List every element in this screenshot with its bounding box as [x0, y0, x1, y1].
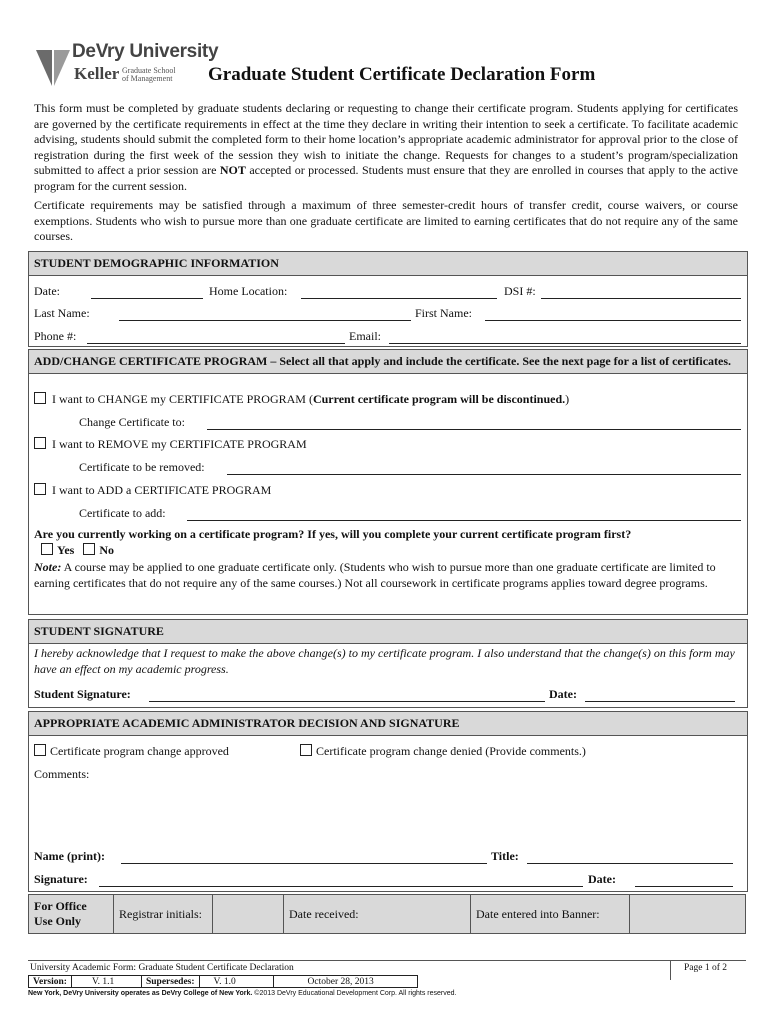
title-field[interactable] [527, 863, 733, 864]
yes-no-options [41, 543, 114, 558]
date-field[interactable] [91, 298, 203, 299]
date-label: Date: [34, 284, 60, 298]
student-signature-field[interactable] [149, 701, 545, 702]
certificate-heading: ADD/CHANGE CERTIFICATE PROGRAM – Select all that apply and include the certificate. See the next page for a list of certificates. [29, 350, 747, 374]
remove-checkbox[interactable] [34, 437, 46, 449]
title-label: Title: [491, 849, 519, 863]
change-option[interactable]: I want to CHANGE my CERTIFICATE PROGRAM (Current certificate program will be discontinued.) [34, 392, 569, 407]
demographic-heading: STUDENT DEMOGRAPHIC INFORMATION [29, 252, 747, 276]
office-use-table [28, 894, 746, 934]
footer-divider [670, 960, 671, 980]
supersedes-value: V. 1.0 [199, 976, 273, 988]
version-label: Version: [29, 976, 72, 988]
admin-signature-field[interactable] [99, 886, 583, 887]
certificate-note: Note: A course may be applied to one graduate certificate only. (Students who wish to pursue more than one graduate certificate are limited to earning certificates that do not require any of the same courses.) Not all coursework in certificate programs applies toward degree programs. [34, 560, 716, 590]
admin-date-field[interactable] [635, 886, 733, 887]
denied-option[interactable]: Certificate program change denied (Provide comments.) [300, 744, 586, 759]
phone-label: Phone #: [34, 329, 77, 343]
no-option[interactable]: No [83, 543, 114, 557]
change-to-label: Change Certificate to: [79, 415, 185, 429]
name-print-field[interactable] [121, 863, 487, 864]
email-field[interactable] [389, 343, 741, 344]
change-checkbox[interactable] [34, 392, 46, 404]
remove-field[interactable] [227, 474, 741, 475]
intro-paragraph-2: Certificate requirements may be satisfied through a maximum of three semester-credit hours of transfer credit, course waivers, or course exemptions. Students who wish to pursue more than one graduate certificate are limited to earning certificates that do not require any of the same courses. [34, 198, 738, 243]
approved-checkbox[interactable] [34, 744, 46, 756]
version-date: October 28, 2013 [273, 976, 417, 988]
denied-checkbox[interactable] [300, 744, 312, 756]
approved-option[interactable]: Certificate program change approved [34, 744, 229, 759]
logo-devry: DeVry University [72, 41, 219, 62]
last-name-field[interactable] [119, 320, 411, 321]
registrar-initials-label: Registrar initials: [114, 895, 213, 934]
add-field[interactable] [187, 520, 741, 521]
devry-shield-icon [36, 46, 70, 86]
comments-label: Comments: [34, 767, 90, 781]
home-location-field[interactable] [301, 298, 497, 299]
demographic-section [28, 251, 748, 347]
no-checkbox[interactable] [83, 543, 95, 555]
footer-copyright: New York, DeVry University operates as DeVry College of New York. ©2013 DeVry Educational Development Corp. All rights reserved. [28, 990, 457, 997]
certificate-section [28, 349, 748, 615]
student-signature-label: Student Signature: [34, 687, 131, 701]
add-checkbox[interactable] [34, 483, 46, 495]
supersedes-label: Supersedes: [141, 976, 199, 988]
version-value: V. 1.1 [71, 976, 141, 988]
yes-option[interactable]: Yes [41, 543, 74, 557]
date-received-label: Date received: [284, 895, 471, 934]
change-to-field[interactable] [207, 429, 741, 430]
last-name-label: Last Name: [34, 306, 90, 320]
administrator-heading: APPROPRIATE ACADEMIC ADMINISTRATOR DECISION AND SIGNATURE [29, 712, 747, 736]
student-date-field[interactable] [585, 701, 735, 702]
admin-signature-label: Signature: [34, 872, 88, 886]
footer-page-number: Page 1 of 2 [684, 963, 728, 973]
add-option[interactable]: I want to ADD a CERTIFICATE PROGRAM [34, 483, 271, 498]
administrator-section [28, 711, 748, 892]
footer-form-name: University Academic Form: Graduate Student Certificate Declaration [30, 963, 294, 973]
student-signature-heading: STUDENT SIGNATURE [29, 620, 747, 644]
date-banner-label: Date entered into Banner: [471, 895, 630, 934]
logo-subtitle: Graduate School of Management [122, 66, 176, 83]
home-location-label: Home Location: [209, 284, 288, 298]
intro-paragraph-1: This form must be completed by graduate students declaring or requesting to change their certificate program. Students applying for certificates are governed by the certificate requirements in effect at the time they declare in writing their intention to seek a certificate. To facilitate academic advising, students should submit the completed form to their home location’s appropriate academic administrator for approval prior to the close of registration during the first week of the session they wish to initiate the change. Requests for changes to a student’s program/specialization submitted to affect a prior session are NOT accepted or processed. Students must ensure that they are enrolled in courses that apply to the active program for the current session. [34, 101, 738, 193]
dsi-label: DSI #: [504, 284, 536, 298]
add-label: Certificate to add: [79, 506, 166, 520]
remove-option[interactable]: I want to REMOVE my CERTIFICATE PROGRAM [34, 437, 307, 452]
phone-field[interactable] [87, 343, 345, 344]
first-name-field[interactable] [485, 320, 741, 321]
admin-date-label: Date: [588, 872, 616, 886]
student-date-label: Date: [549, 687, 577, 701]
registrar-initials-cell[interactable] [213, 895, 284, 934]
acknowledgement-text: I hereby acknowledge that I request to make the above change(s) to my certificate program. I also understand that the change(s) on this form may have an effect on my academic progress. [34, 646, 735, 676]
name-print-label: Name (print): [34, 849, 105, 863]
current-program-question: Are you currently working on a certificate program? If yes, will you complete your current certificate program first? [34, 527, 632, 541]
student-signature-section [28, 619, 748, 708]
email-label: Email: [349, 329, 381, 343]
yes-checkbox[interactable] [41, 543, 53, 555]
logo-keller: Keller [74, 64, 120, 83]
office-use-label: For Office Use Only [29, 895, 114, 934]
date-banner-cell[interactable] [630, 895, 746, 934]
dsi-field[interactable] [541, 298, 741, 299]
version-table [28, 975, 418, 988]
page-title: Graduate Student Certificate Declaration Form [208, 64, 596, 85]
remove-label: Certificate to be removed: [79, 460, 205, 474]
footer-rule [28, 960, 746, 961]
first-name-label: First Name: [415, 306, 472, 320]
comments-area[interactable] [34, 782, 734, 842]
